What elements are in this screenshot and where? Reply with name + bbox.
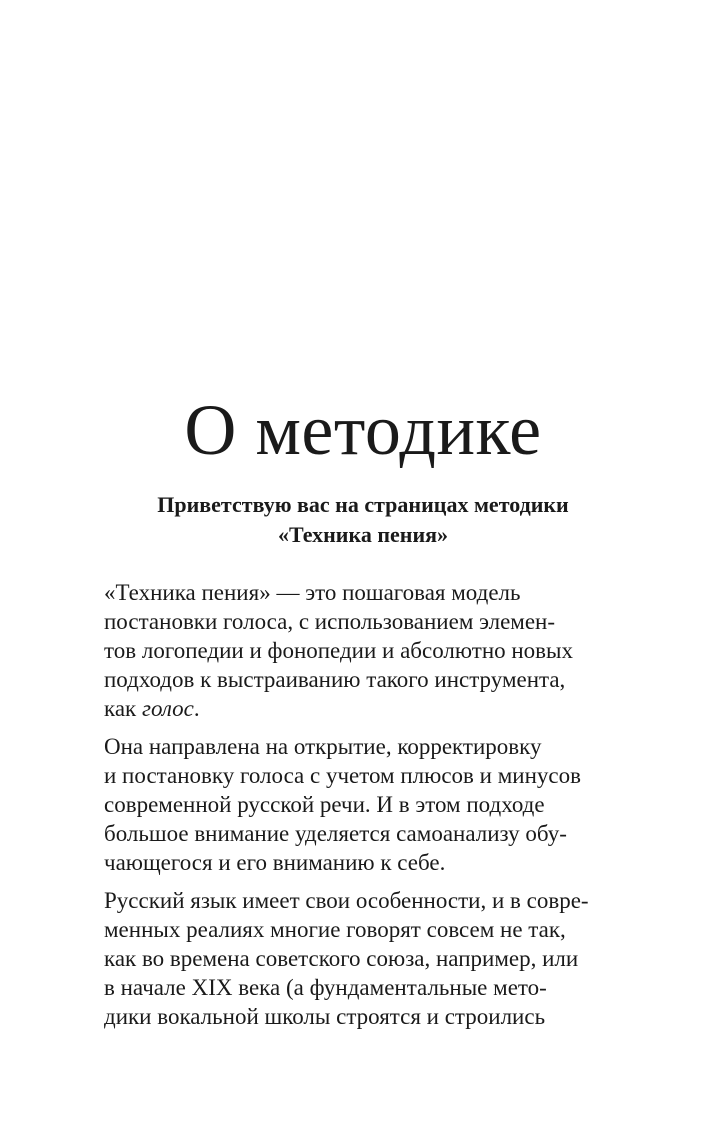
text-line: и постановку голоса с учетом плюсов и минусов bbox=[104, 763, 581, 788]
text-line: как голос. bbox=[104, 696, 200, 721]
text-line: как во времена советского союза, например, или bbox=[104, 946, 579, 971]
subtitle-line-2: «Техника пения» bbox=[277, 522, 449, 547]
text-line: в начале XIX века (а фундаментальные мето- bbox=[104, 975, 547, 1000]
text-line: чающегося и его вниманию к себе. bbox=[104, 850, 446, 875]
text-line: подходов к выстраиванию такого инструмента, bbox=[104, 667, 566, 692]
text-line: менных реалиях многие говорят совсем не так, bbox=[104, 917, 566, 942]
text-line: дики вокальной школы строятся и строились bbox=[104, 1004, 546, 1029]
subtitle-line-1: Приветствую вас на страницах методики bbox=[157, 492, 569, 517]
chapter-subtitle bbox=[104, 490, 622, 550]
chapter-title: О методике bbox=[184, 390, 542, 470]
body-text bbox=[104, 578, 622, 1031]
text-line: «Техника пения» — это пошаговая модель bbox=[104, 580, 521, 605]
text-line: Русский язык имеет свои особенности, и в совре- bbox=[104, 888, 589, 913]
text-column bbox=[104, 0, 622, 1122]
paragraph bbox=[104, 578, 622, 723]
text-line: тов логопедии и фонопедии и абсолютно новых bbox=[104, 638, 573, 663]
text-line: современной русской речи. И в этом подходе bbox=[104, 792, 545, 817]
text-line: постановки голоса, с использованием элемен- bbox=[104, 609, 556, 634]
paragraph bbox=[104, 732, 622, 877]
paragraph bbox=[104, 886, 622, 1031]
text-line: большое внимание уделяется самоанализу обу- bbox=[104, 821, 567, 846]
text-line: Она направлена на открытие, корректировку bbox=[104, 734, 542, 759]
